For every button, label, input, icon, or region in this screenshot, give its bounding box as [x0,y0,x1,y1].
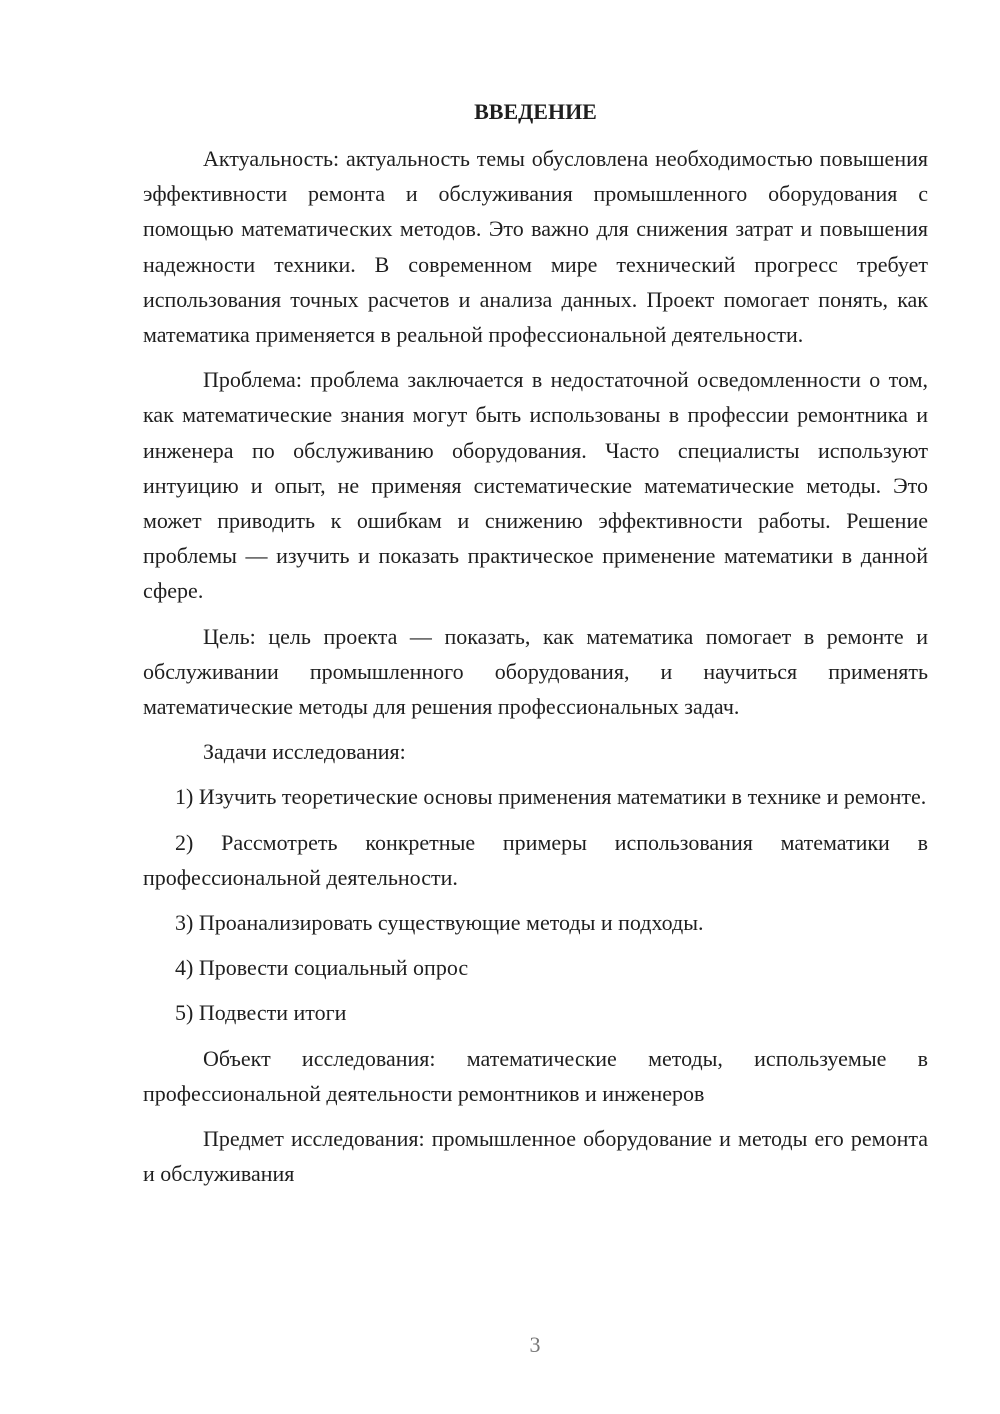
tasks-heading: Задачи исследования: [203,739,406,765]
document-page [143,94,928,1201]
task-item: 5) Подвести итоги [175,1000,347,1026]
paragraph-relevance: Актуальность: актуальность темы обусловлена необходимостью повышения эффективности ремонта и обслуживания промышленного оборудования с помощью математических методов. Это важно для снижения затрат и повышения надежности техники. В современном мире технический прогресс требует использования точных расчетов и анализа данных. Проект помогает понять, как математика применяется в реальной профессиональной деятельности. [143,146,928,348]
paragraph-subject: Предмет исследования: промышленное оборудование и методы его ремонта и обслуживания [143,1126,928,1187]
document-title: ВВЕДЕНИЕ [474,99,597,124]
paragraph-problem: Проблема: проблема заключается в недостаточной осведомленности о том, как математические знания могут быть использованы в профессии ремонтника и инженера по обслуживанию оборудования. Часто специалисты используют интуицию и опыт, не применяя систематические математические методы. Это может приводить к ошибкам и снижению эффективности работы. Решение проблемы — изучить и показать практическое применение математики в данной сфере. [143,367,928,604]
task-item: 1) Изучить теоретические основы применения математики в технике и ремонте. [175,784,927,810]
task-item: 2) Рассмотреть конкретные примеры использования математики в профессиональной деятельности. [143,829,928,890]
page-number: 3 [529,1332,541,1357]
task-item: 4) Провести социальный опрос [175,955,469,981]
paragraph-goal: Цель: цель проекта — показать, как математика помогает в ремонте и обслуживании промышленного оборудования, и научиться применять математические методы для решения профессиональных задач. [143,623,928,720]
paragraph-object: Объект исследования: математические методы, используемые в профессиональной деятельности ремонтников и инженеров [143,1045,928,1106]
task-item: 3) Проанализировать существующие методы и подходы. [175,910,704,936]
